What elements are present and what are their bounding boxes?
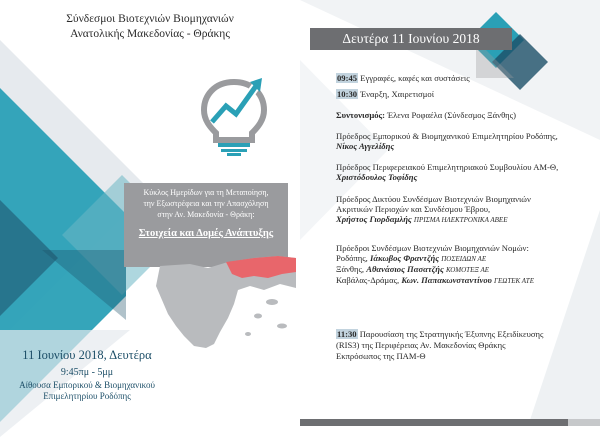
agenda-ris3: [336, 329, 543, 339]
speaker-1-role: Πρόεδρος Εμπορικού & Βιομηχανικού Επιμελητηρίου Ροδόπης,: [336, 131, 558, 141]
speaker-2-name: Χριστόδουλος Τοφίδης: [336, 172, 418, 182]
right-panel: [300, 0, 600, 437]
rodopi-company: ΠΟΣΕΙΔΩΝ ΑΕ: [441, 255, 487, 263]
speaker-2-role: Πρόεδρος Περιφερειακού Επιμελητηριακού Συμβουλίου ΑΜ-Θ,: [336, 162, 559, 172]
deco-bottom-light: [530, 210, 600, 420]
venue-line-2: Επιμελητηρίου Ροδόπης: [43, 391, 131, 401]
speaker-3: [336, 214, 507, 224]
theme-line-3: στην Αν. Μακεδονία - Θράκη:: [157, 210, 255, 219]
theme-title: Στοιχεία και Δομές Ανάπτυξης: [138, 228, 274, 239]
theme-description: [126, 187, 286, 220]
xanthi-name: Αθανάσιος Πασατζής: [366, 264, 444, 274]
organization-name: [0, 12, 300, 42]
bottom-bar-light: [568, 419, 600, 426]
lightbulb-growth-icon: [196, 72, 272, 156]
speaker-3-role-2: Ακριτικών Περιοχών και Συνδέσμου Έβρου,: [336, 204, 491, 214]
xanthi-company: ΚΟΜΟΤΕΞ ΑΕ: [445, 266, 489, 274]
kavala-name: Κων. Παπακωνσταντίνου: [401, 275, 492, 285]
registration-time: 09:45: [337, 73, 358, 83]
speaker-3-role-1: Πρόεδρος Δικτύου Συνδέσμων Βιοτεχνιών Βιομηχανιών: [336, 194, 531, 204]
organization-name-line-1: Σύνδεσμοι Βιοτεχνιών Βιομηχανιών: [66, 13, 234, 25]
greece-map: [150, 248, 300, 348]
agenda-registration: [336, 73, 470, 83]
ris3-time: 11:30: [337, 329, 357, 339]
regional-president-rodopi: [336, 253, 486, 263]
regional-president-xanthi: [336, 264, 489, 274]
rodopi-place: Ροδόπης,: [336, 253, 370, 263]
regional-president-kavala: [336, 275, 534, 285]
coordination-label: Συντονισμός:: [336, 110, 386, 120]
event-venue: [0, 380, 174, 402]
venue-line-1: Αίθουσα Εμπορικού & Βιομηχανικού: [19, 380, 155, 390]
regional-presidents-heading: Πρόεδροι Συνδέσμων Βιοτεχνιών Βιομηχανιών Νομών:: [336, 243, 529, 253]
theme-line-1: Κύκλος Ημερίδων για τη Μεταποίηση,: [143, 188, 269, 197]
organization-name-line-2: Ανατολικής Μακεδονίας - Θράκης: [70, 28, 230, 40]
event-time: 9:45πμ - 5μμ: [60, 367, 114, 378]
ris3-text-3: Εκπρόσωπος της ΠΑΜ-Θ: [336, 351, 426, 361]
schedule-date-header: Δευτέρα 11 Ιουνίου 2018: [342, 31, 480, 46]
coordination-text: Έλενα Ροφαέλα (Σύνδεσμος Ξάνθης): [385, 110, 516, 120]
xanthi-place: Ξάνθης,: [336, 264, 367, 274]
kavala-company: ΓΕΩΤΕΚ ΑΤΕ: [494, 277, 534, 285]
bottom-bar-dark: [300, 419, 568, 426]
rodopi-name: Ιάκωβος Φραντζής: [369, 253, 440, 263]
agenda-opening: [336, 89, 434, 99]
ris3-text-1: Παρουσίαση της Στρατηγικής Έξυπνης Εξειδίκευσης: [357, 329, 544, 339]
ris3-text-2: (RIS3) της Περιφέρειας Αν. Μακεδονίας Θράκης: [336, 340, 506, 350]
registration-text: Εγγραφές, καφές και συστάσεις: [358, 73, 470, 83]
opening-time: 10:30: [337, 89, 358, 99]
event-date: 11 Ιουνίου 2018, Δευτέρα: [22, 348, 152, 362]
theme-line-2: την Εξωστρέφεια και την Απασχόληση: [143, 199, 269, 208]
opening-text: Έναρξη, Χαιρετισμοί: [358, 89, 435, 99]
agenda-coordination: [336, 110, 516, 120]
kavala-place: Καβάλας-Δράμας,: [336, 275, 402, 285]
speaker-1-name: Νίκος Αγγελίδης: [336, 141, 395, 151]
speaker-3-name: Χρήστος Γιορδαμλής: [336, 214, 412, 224]
speaker-3-company: ΠΡΙΣΜΑ ΗΛΕΚΤΡΟΝΙΚΑ ΑΒΕΕ: [413, 216, 508, 224]
